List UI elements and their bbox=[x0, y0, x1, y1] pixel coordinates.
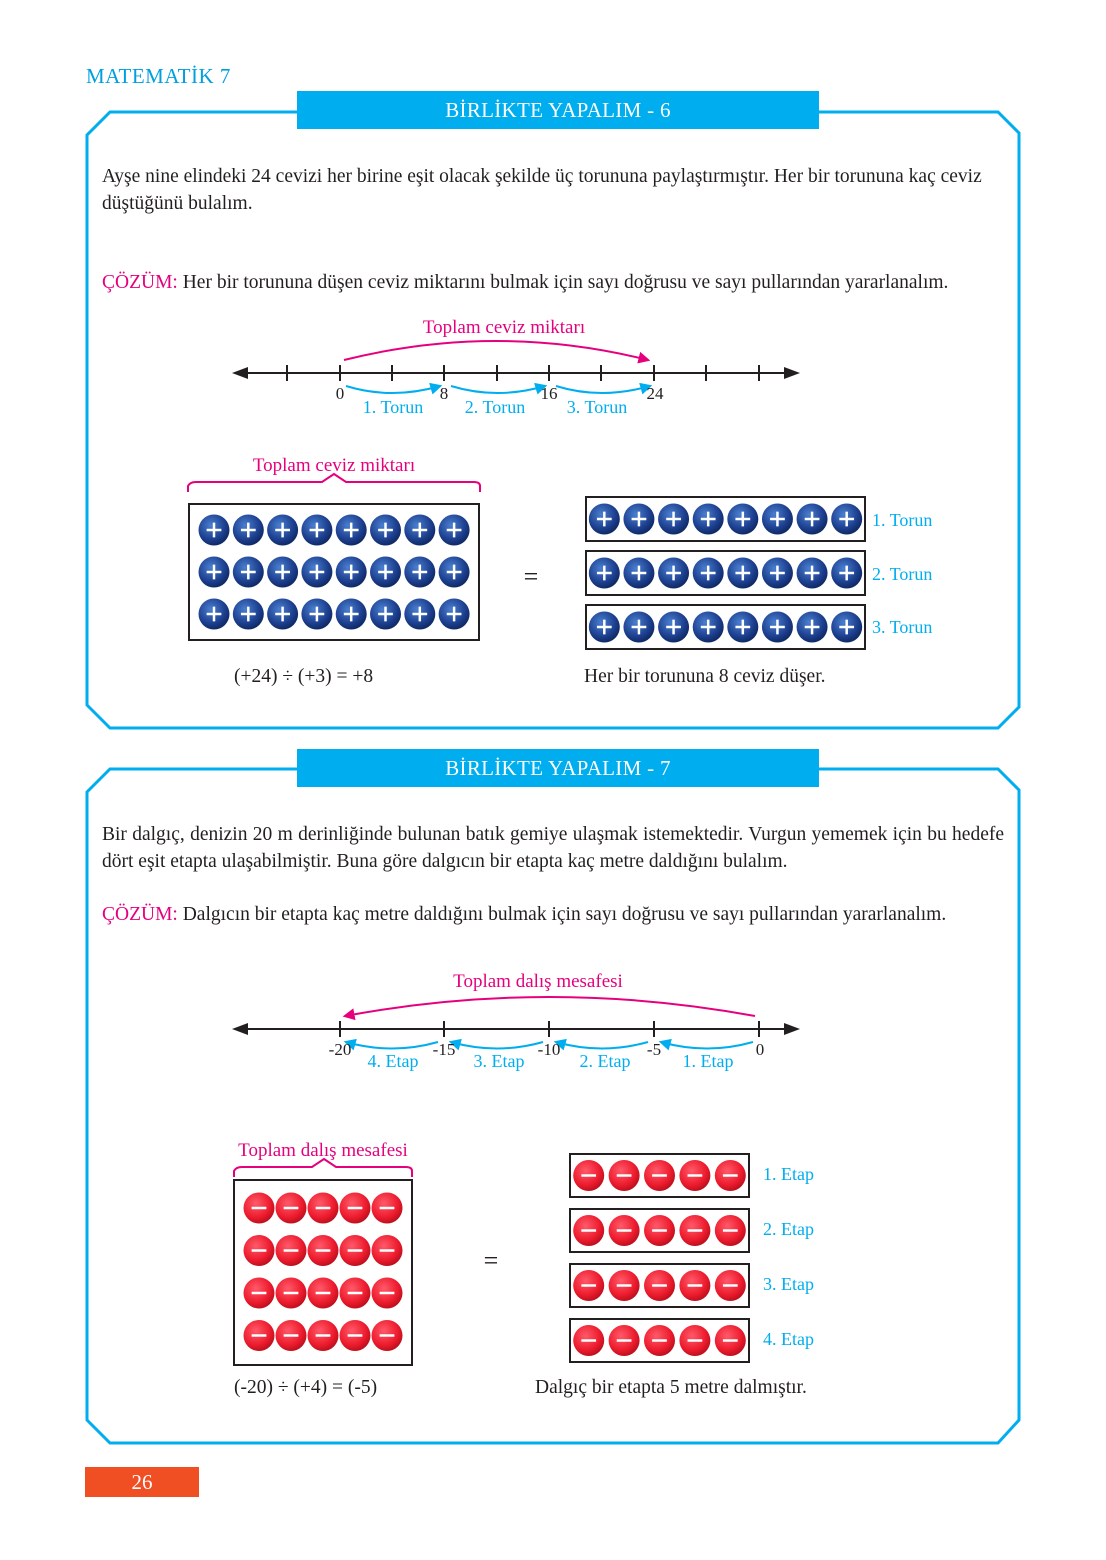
positive-chip bbox=[623, 504, 654, 535]
negative-chip bbox=[679, 1325, 710, 1356]
axis-arrow-left bbox=[232, 367, 248, 379]
negative-chip bbox=[644, 1270, 675, 1301]
tick-label: -10 bbox=[537, 1040, 561, 1059]
negative-chip bbox=[340, 1235, 371, 1266]
negative-chip bbox=[715, 1160, 746, 1191]
step-arrow bbox=[556, 386, 650, 393]
book-title: MATEMATİK 7 bbox=[86, 64, 231, 88]
negative-chip bbox=[244, 1193, 275, 1224]
negative-chip bbox=[679, 1160, 710, 1191]
solution-label: ÇÖZÜM: bbox=[102, 904, 178, 925]
tick-label: -15 bbox=[432, 1040, 456, 1059]
chips-total-label: Toplam ceviz miktarı bbox=[252, 455, 416, 476]
positive-chip bbox=[267, 557, 298, 588]
negative-chip bbox=[244, 1278, 275, 1309]
step-label: 4. Etap bbox=[367, 1051, 419, 1071]
group-chips-box bbox=[569, 1263, 750, 1308]
tick-label: 24 bbox=[646, 384, 664, 403]
group-chips-box bbox=[569, 1153, 750, 1198]
tick-label: -5 bbox=[646, 1040, 662, 1059]
negative-chip bbox=[715, 1270, 746, 1301]
negative-chip bbox=[308, 1278, 339, 1309]
negative-chip bbox=[644, 1160, 675, 1191]
total-chips-box bbox=[188, 503, 480, 641]
positive-chip bbox=[233, 515, 264, 546]
negative-chip bbox=[308, 1193, 339, 1224]
section6-problem: Ayşe nine elindeki 24 cevizi her birine eşit olacak şekilde üç torununa paylaştırmıştır. Her bir torununa kaç ceviz düştüğünü bulalım. bbox=[102, 166, 982, 214]
tick-label: 8 bbox=[439, 384, 449, 403]
positive-chip bbox=[233, 599, 264, 630]
negative-chip bbox=[573, 1270, 604, 1301]
group-label: 2. Etap bbox=[763, 1219, 814, 1239]
positive-chip bbox=[831, 612, 862, 643]
step-arrow bbox=[346, 386, 440, 393]
positive-chip bbox=[693, 504, 724, 535]
negative-chip bbox=[276, 1193, 307, 1224]
solution-text: Dalgıcın bir etapta kaç metre daldığını bulmak için sayı doğrusu ve sayı pullarından yararlanalım. bbox=[177, 904, 947, 925]
tick-label: 16 bbox=[540, 384, 558, 403]
positive-chip bbox=[762, 504, 793, 535]
tick-label: 0 bbox=[755, 1040, 765, 1059]
negative-chip bbox=[715, 1215, 746, 1246]
negative-chip bbox=[244, 1235, 275, 1266]
total-arrow bbox=[344, 341, 648, 360]
positive-chip bbox=[199, 599, 230, 630]
positive-chip bbox=[658, 558, 689, 589]
positive-chip bbox=[589, 504, 620, 535]
step-label: 1. Etap bbox=[682, 1051, 734, 1071]
negative-chip bbox=[372, 1235, 403, 1266]
negative-chip bbox=[308, 1320, 339, 1351]
group-label: 2. Torun bbox=[872, 564, 933, 584]
group-label: 4. Etap bbox=[763, 1329, 814, 1349]
positive-chip bbox=[831, 558, 862, 589]
total-brace bbox=[0, 470, 1106, 500]
group-label: 3. Torun bbox=[872, 617, 933, 637]
group-chips-box bbox=[569, 1208, 750, 1253]
equals-sign: = bbox=[483, 1246, 499, 1275]
step-label: 2. Etap bbox=[579, 1051, 631, 1071]
positive-chip bbox=[797, 558, 828, 589]
step-label: 2. Torun bbox=[464, 397, 526, 417]
negative-chip bbox=[679, 1270, 710, 1301]
positive-chip bbox=[797, 612, 828, 643]
positive-chip bbox=[336, 599, 367, 630]
positive-chip bbox=[370, 557, 401, 588]
positive-chip bbox=[727, 504, 758, 535]
positive-chip bbox=[693, 612, 724, 643]
positive-chip bbox=[267, 515, 298, 546]
positive-chip bbox=[693, 558, 724, 589]
step-label: 3. Etap bbox=[473, 1051, 525, 1071]
negative-chip bbox=[609, 1325, 640, 1356]
negative-chip bbox=[609, 1215, 640, 1246]
positive-chip bbox=[589, 612, 620, 643]
axis-arrow-right bbox=[784, 367, 800, 379]
negative-chip bbox=[573, 1160, 604, 1191]
section6-conclusion: Her bir torununa 8 ceviz düşer. bbox=[584, 666, 826, 687]
positive-chip bbox=[623, 558, 654, 589]
section7-solution bbox=[102, 901, 1004, 928]
positive-chip bbox=[301, 599, 332, 630]
positive-chip bbox=[199, 515, 230, 546]
group-chips-box bbox=[569, 1318, 750, 1363]
positive-chip bbox=[439, 599, 470, 630]
positive-chip bbox=[267, 599, 298, 630]
step-arrow bbox=[451, 386, 545, 393]
axis-arrow-right bbox=[784, 1023, 800, 1035]
negative-chip bbox=[340, 1278, 371, 1309]
positive-chip bbox=[301, 515, 332, 546]
positive-chip bbox=[762, 612, 793, 643]
positive-chip bbox=[589, 558, 620, 589]
positive-chip bbox=[727, 612, 758, 643]
negative-chip bbox=[276, 1235, 307, 1266]
positive-chip bbox=[658, 504, 689, 535]
numberline-total-label: Toplam ceviz miktarı bbox=[422, 317, 586, 338]
group-chips-box bbox=[585, 604, 866, 650]
group-label: 3. Etap bbox=[763, 1274, 814, 1294]
total-brace bbox=[0, 1155, 1106, 1185]
section7-conclusion: Dalgıç bir etapta 5 metre dalmıştır. bbox=[535, 1377, 807, 1398]
group-label: 1. Etap bbox=[763, 1164, 814, 1184]
positive-chip bbox=[623, 612, 654, 643]
tick-label: -20 bbox=[328, 1040, 352, 1059]
positive-chip bbox=[301, 557, 332, 588]
step-label: 1. Torun bbox=[362, 397, 424, 417]
section7-equation: (-20) ÷ (+4) = (-5) bbox=[234, 1377, 378, 1398]
positive-chip bbox=[336, 557, 367, 588]
positive-chip bbox=[404, 599, 435, 630]
negative-chip bbox=[573, 1215, 604, 1246]
negative-chip bbox=[609, 1270, 640, 1301]
group-label: 1. Torun bbox=[872, 510, 933, 530]
axis-arrow-left bbox=[232, 1023, 248, 1035]
section6-solution bbox=[102, 269, 982, 296]
positive-chip bbox=[658, 612, 689, 643]
equals-sign: = bbox=[523, 562, 539, 591]
total-chips-box bbox=[233, 1179, 413, 1366]
positive-chip bbox=[797, 504, 828, 535]
group-chips-box bbox=[585, 496, 866, 542]
positive-chip bbox=[404, 557, 435, 588]
negative-chip bbox=[244, 1320, 275, 1351]
positive-chip bbox=[404, 515, 435, 546]
positive-chip bbox=[199, 557, 230, 588]
negative-chip bbox=[340, 1193, 371, 1224]
page-number: 26 bbox=[85, 1467, 199, 1497]
positive-chip bbox=[439, 557, 470, 588]
positive-chip bbox=[831, 504, 862, 535]
negative-chip bbox=[340, 1320, 371, 1351]
section6-banner: BİRLİKTE YAPALIM - 6 bbox=[297, 91, 819, 129]
positive-chip bbox=[336, 515, 367, 546]
negative-chip bbox=[715, 1325, 746, 1356]
numberline-total-label: Toplam dalış mesafesi bbox=[453, 971, 623, 992]
positive-chip bbox=[762, 558, 793, 589]
negative-chip bbox=[276, 1320, 307, 1351]
chips-total-label: Toplam dalış mesafesi bbox=[238, 1140, 408, 1161]
negative-chip bbox=[308, 1235, 339, 1266]
section6-equation: (+24) ÷ (+3) = +8 bbox=[234, 666, 374, 687]
negative-chip bbox=[609, 1160, 640, 1191]
negative-chip bbox=[372, 1278, 403, 1309]
solution-text: Her bir torununa düşen ceviz miktarını bulmak için sayı doğrusu ve sayı pullarından yararlanalım. bbox=[177, 272, 949, 293]
negative-chip bbox=[679, 1215, 710, 1246]
negative-chip bbox=[644, 1215, 675, 1246]
negative-chip bbox=[276, 1278, 307, 1309]
section7-banner: BİRLİKTE YAPALIM - 7 bbox=[297, 749, 819, 787]
solution-label: ÇÖZÜM: bbox=[102, 272, 178, 293]
group-chips-box bbox=[585, 550, 866, 596]
positive-chip bbox=[233, 557, 264, 588]
negative-chip bbox=[644, 1325, 675, 1356]
tick-label: 0 bbox=[335, 384, 345, 403]
total-arrow bbox=[345, 997, 755, 1016]
section7-problem: Bir dalgıç, denizin 20 m derinliğinde bulunan batık gemiye ulaşmak istemektedir. Vurgun yememek için bu hedefe dört eşit etapta ulaşabilmiştir. Buna göre dalgıcın bir etapta kaç metre daldığını bulalım. bbox=[102, 824, 1004, 872]
negative-chip bbox=[372, 1320, 403, 1351]
positive-chip bbox=[727, 558, 758, 589]
negative-chip bbox=[372, 1193, 403, 1224]
positive-chip bbox=[370, 599, 401, 630]
step-label: 3. Torun bbox=[566, 397, 628, 417]
positive-chip bbox=[370, 515, 401, 546]
positive-chip bbox=[439, 515, 470, 546]
negative-chip bbox=[573, 1325, 604, 1356]
